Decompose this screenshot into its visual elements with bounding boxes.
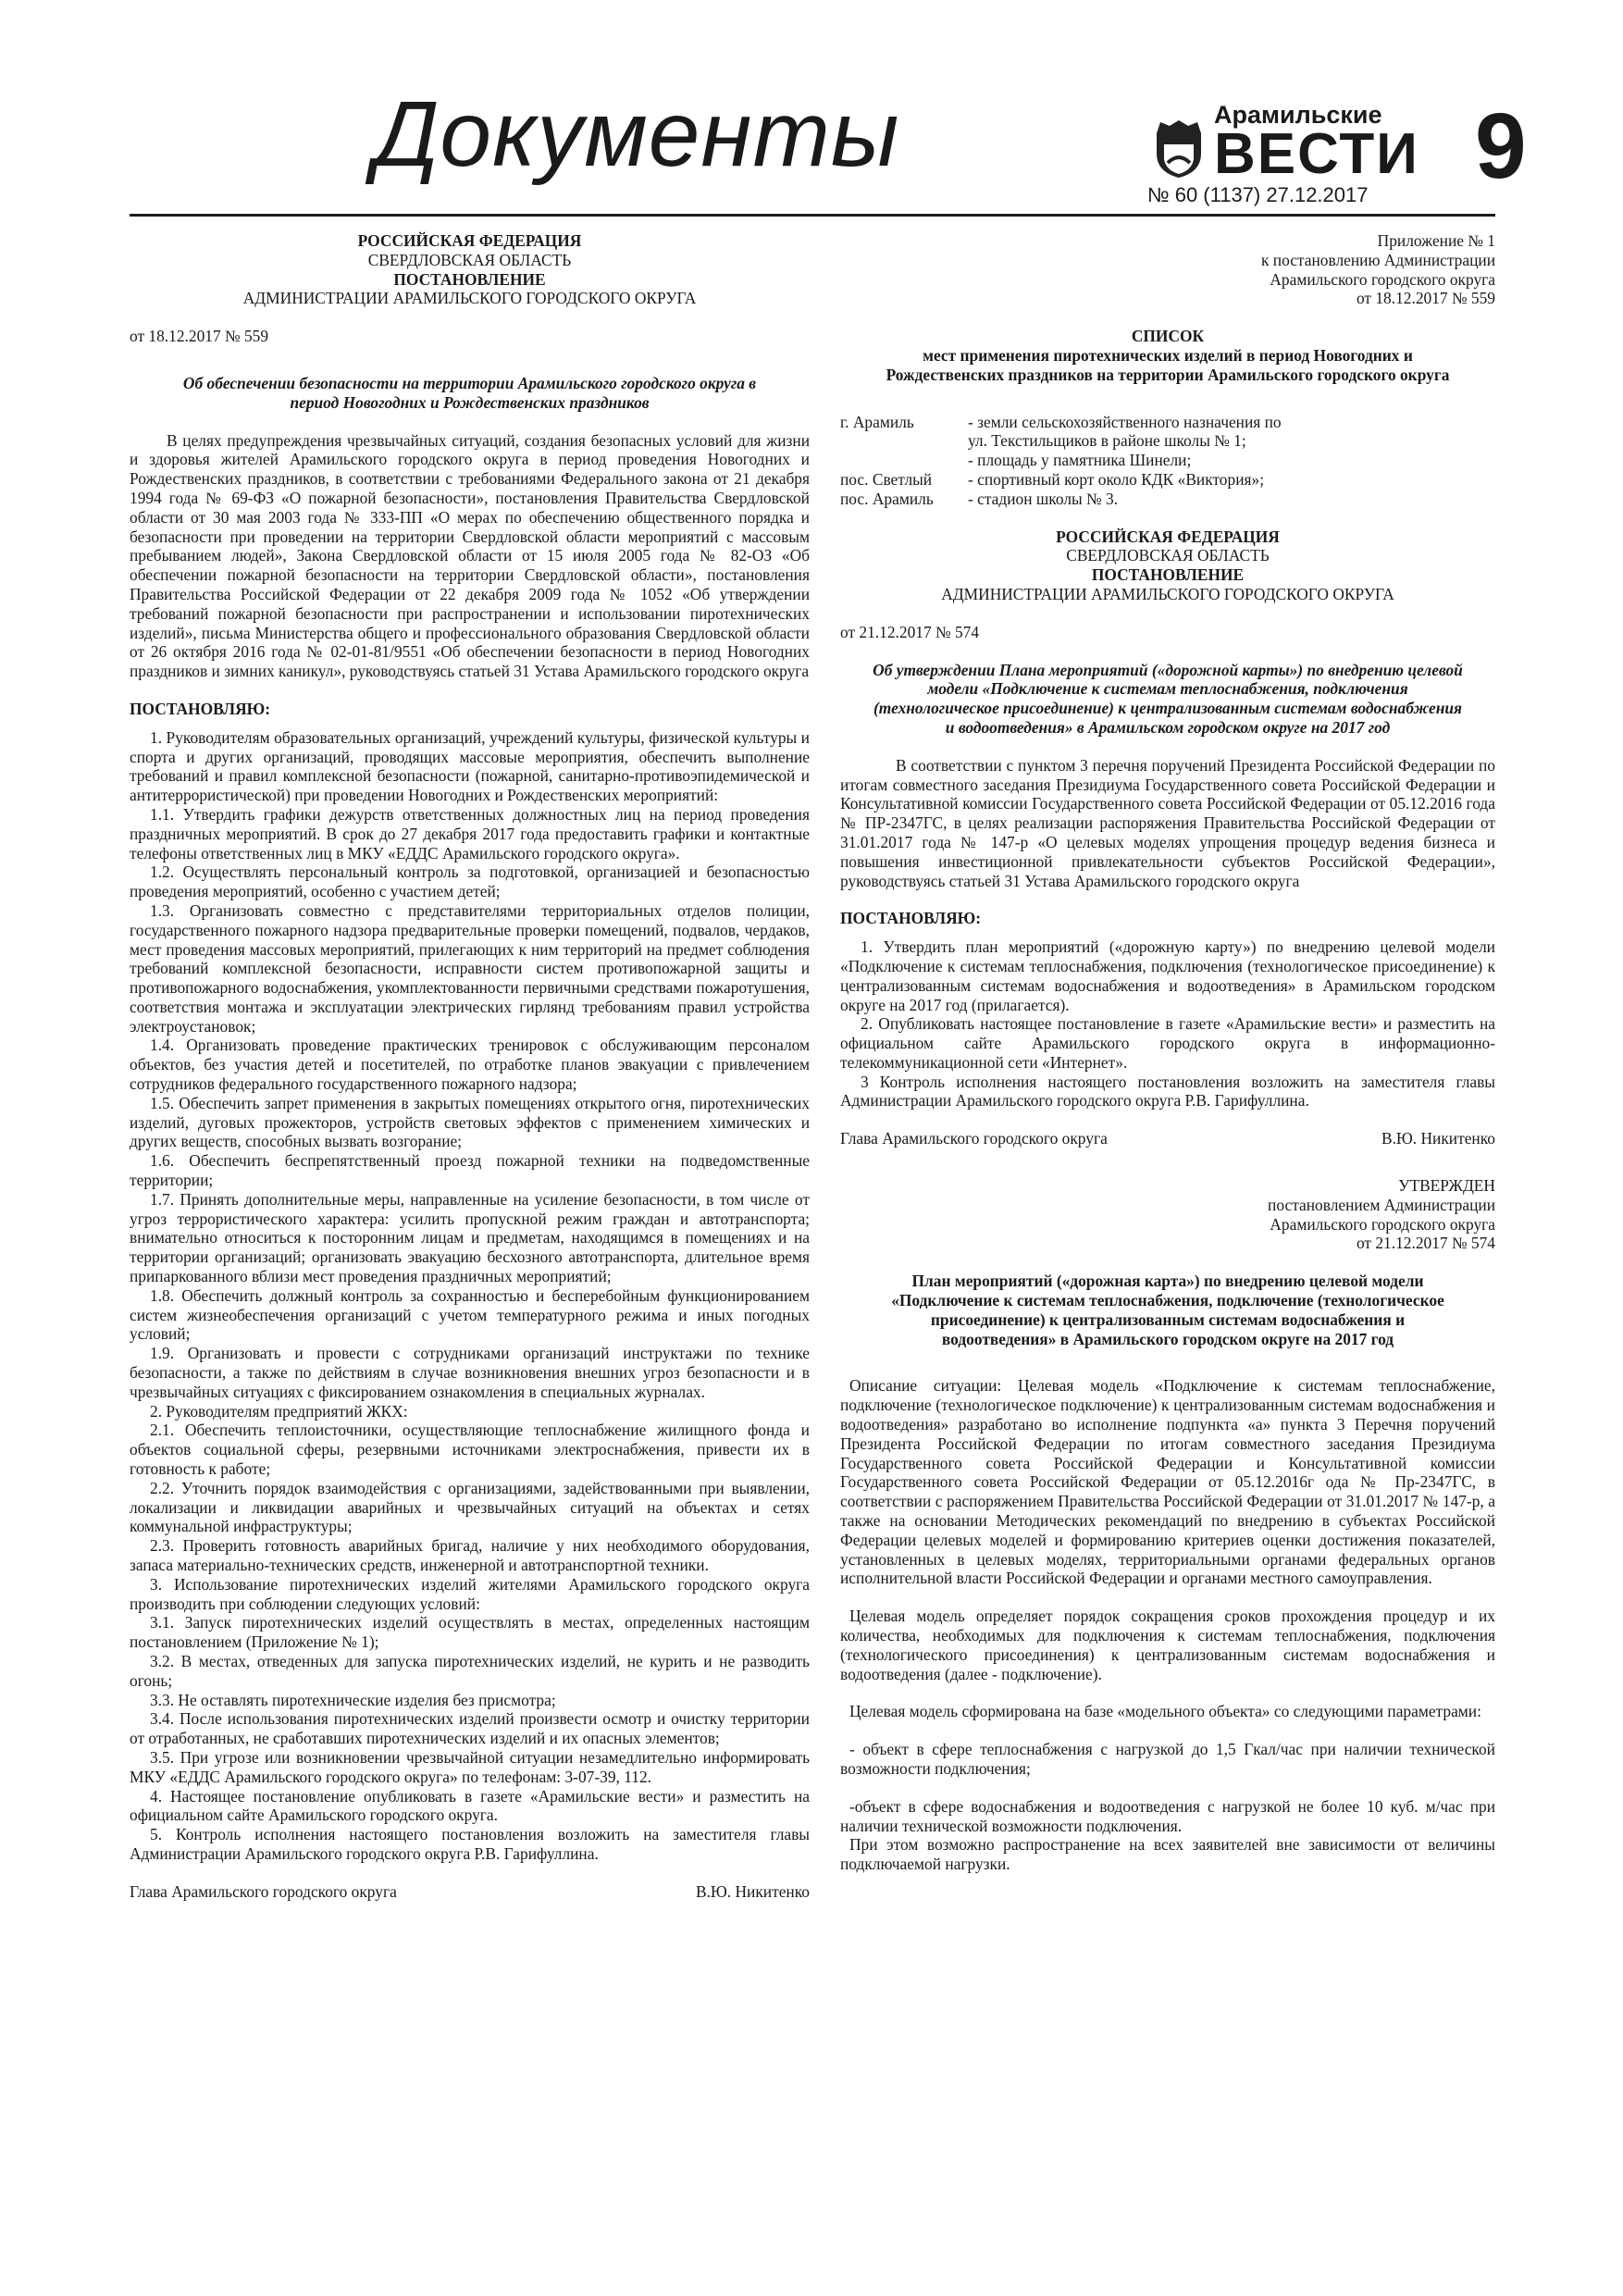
right-header-region: СВЕРДЛОВСКАЯ ОБЛАСТЬ bbox=[1066, 546, 1270, 565]
appendix-line: к постановлению Администрации bbox=[1260, 250, 1495, 269]
left-item: 1.2. Осуществлять персональный контроль за подготовкой, организацией и безопасностью проведения мероприятий, особенно с участием детей; bbox=[130, 863, 810, 901]
left-item: 2.1. Обеспечить теплоисточники, осуществляющие теплоснабжение жилищного фонда и объектов социальной сферы, резервными источниками электроснабжения, привести их в готовность к работе; bbox=[130, 1421, 810, 1479]
left-item: 5. Контроль исполнения настоящего постановления возложить на заместителя главы Администрации Арамильского городского округа Р.В. Гарифуллина. bbox=[130, 1825, 810, 1863]
place-locality: г. Арамиль bbox=[840, 412, 914, 431]
place-description: - спортивный корт около КДК «Виктория»; bbox=[968, 469, 1265, 489]
left-item: 1.5. Обеспечить запрет применения в закрытых помещениях открытого огня, пиротехнических изделий, дуговых прожекторов, устройств световых эффектов с применением химических и других веществ, способных вызвать возгорание; bbox=[130, 1093, 810, 1151]
left-item: 3. Использование пиротехнических изделий жителями Арамильского городского округа производить при соблюдении следующих условий: bbox=[130, 1574, 810, 1613]
left-items-list bbox=[130, 728, 810, 1864]
right-doc-title: Об утверждении Плана мероприятий («дорожной карты») по внедрению целевой модели «Подключение к системам теплоснабжения, подключения (технологическое присоединение) к централизованным системам водоснабжения и водоотведения» в Арамильском городском округе на 2017 год bbox=[873, 660, 1463, 737]
left-item: 3.5. При угрозе или возникновении чрезвычайной ситуации незамедлительно информировать МКУ «ЕДДС Арамильского городского округа» по телефонам: 3-07-39, 112. bbox=[130, 1747, 810, 1786]
left-header-country: РОССИЙСКАЯ ФЕДЕРАЦИЯ bbox=[357, 231, 582, 250]
right-item: 1. Утвердить план мероприятий («дорожную карту») по внедрению целевой модели «Подключение к системам теплоснабжения, подключения (технологическое присоединение) к централизованным системам водоснабжения и водоотведения» в Арамильском городском округе на 2017 год (прилагается). bbox=[840, 937, 1495, 1014]
list-subtitle: мест применения пиротехнических изделий в период Новогодних и Рождественских праздников на территории Арамильского городского округа bbox=[886, 345, 1450, 384]
place-row bbox=[840, 490, 1495, 509]
left-item: 3.2. В местах, отведенных для запуска пиротехнических изделий, не курить и не разводить огонь; bbox=[130, 1651, 810, 1690]
list-title: СПИСОК bbox=[1131, 327, 1205, 346]
appendix-line: Приложение № 1 bbox=[1377, 231, 1495, 250]
left-doc-title: Об обеспечении безопасности на территории Арамильского городского округа в период Новогодних и Рождественских праздников bbox=[182, 373, 757, 412]
place-row bbox=[840, 451, 1495, 470]
spacer bbox=[840, 1588, 1495, 1607]
left-decree: ПОСТАНОВЛЯЮ: bbox=[130, 699, 270, 718]
right-decree: ПОСТАНОВЛЯЮ: bbox=[840, 909, 981, 928]
section-title: Документы bbox=[374, 82, 900, 186]
header-rule bbox=[130, 214, 1495, 217]
left-item: 2. Руководителям предприятий ЖКХ: bbox=[150, 1401, 408, 1421]
right-item: 3 Контроль исполнения настоящего постановления возложить на заместителя главы Администрации Арамильского городского округа Р.В. Гарифуллина. bbox=[840, 1072, 1495, 1111]
left-column bbox=[130, 231, 810, 1902]
plan-paragraph: - объект в сфере теплоснабжения с нагрузкой до 1,5 Гкал/час при наличии технической возможности подключения; bbox=[840, 1740, 1495, 1778]
appendix-header bbox=[840, 231, 1495, 308]
approval-line: от 21.12.2017 № 574 bbox=[1356, 1234, 1495, 1253]
left-item: 2.2. Уточнить порядок взаимодействия с организациями, задействованными при выявлении, локализации и ликвидации аварийных и чрезвычайных ситуаций на объектах и сетях коммунальной инфраструктуры; bbox=[130, 1478, 810, 1536]
brand-logo: ВЕСТИ bbox=[1214, 122, 1419, 186]
place-locality: пос. Арамиль bbox=[840, 489, 934, 508]
left-sign-name: В.Ю. Никитенко bbox=[695, 1881, 810, 1901]
issue-number: № 60 (1137) 27.12.2017 bbox=[1147, 183, 1369, 206]
plan-paragraph: -объект в сфере водоснабжения и водоотведения с нагрузкой не более 10 куб. м/час при наличии технической возможности подключения. bbox=[840, 1796, 1495, 1835]
coat-of-arms-icon bbox=[1146, 117, 1212, 180]
places-list bbox=[840, 413, 1495, 509]
place-locality bbox=[840, 431, 968, 451]
appendix-line: от 18.12.2017 № 559 bbox=[1356, 289, 1495, 308]
left-header-doc-type: ПОСТАНОВЛЕНИЕ bbox=[393, 269, 546, 289]
right-sign-name: В.Ю. Никитенко bbox=[1381, 1129, 1495, 1148]
approval-line: Арамильского городского округа bbox=[1270, 1214, 1495, 1234]
appendix-line: Арамильского городского округа bbox=[1270, 269, 1495, 289]
left-item: 1. Руководителям образовательных организаций, учреждений культуры, физической культуры и спорта и других организаций, проводящих массовые мероприятия, обеспечить выполнение требований и правил комплексной безопасности (пожарной, санитарно-противоэпидемической и антитеррористической) при проведении Новогодних и Рождественских мероприятий: bbox=[130, 727, 810, 805]
place-row bbox=[840, 431, 1495, 451]
right-sign-role: Глава Арамильского городского округа bbox=[840, 1129, 1108, 1148]
left-item: 2.3. Проверить готовность аварийных бригад, наличие у них необходимого оборудования, запаса материально-технических средств, инженерной и автотранспортной техники. bbox=[130, 1536, 810, 1574]
right-item: 2. Опубликовать настоящее постановление в газете «Арамильские вести» и разместить на официальном сайте Арамильского городского округа в информационно-телекоммуникационной сети «Интернет». bbox=[840, 1014, 1495, 1072]
left-item: 1.6. Обеспечить беспрепятственный проезд пожарной техники на подведомственные территории; bbox=[130, 1151, 810, 1190]
right-header-doc-type: ПОСТАНОВЛЕНИЕ bbox=[1091, 565, 1245, 585]
right-items-list bbox=[840, 937, 1495, 1111]
left-item: 1.8. Обеспечить должный контроль за сохранностью и бесперебойным функционированием систем жизнеобеспечения организаций с учетом температурного режима и иных погодных условий; bbox=[130, 1285, 810, 1344]
place-description: ул. Текстильщиков в районе школы № 1; bbox=[968, 431, 1246, 451]
place-row bbox=[840, 470, 1495, 490]
plan-paragraph: Целевая модель сформирована на базе «модельного объекта» со следующими параметрами: bbox=[849, 1702, 1481, 1721]
page-number: 9 bbox=[1475, 94, 1527, 198]
left-header-region: СВЕРДЛОВСКАЯ ОБЛАСТЬ bbox=[367, 250, 572, 269]
left-item: 1.1. Утвердить графики дежурств ответственных должностных лиц на период проведения праздничных мероприятий. В срок до 27 декабря 2017 года предоставить графики и контактные телефоны ответственных лиц в МКУ «ЕДДС Арамильского городского округа». bbox=[130, 804, 810, 863]
right-header-country: РОССИЙСКАЯ ФЕДЕРАЦИЯ bbox=[1056, 527, 1280, 546]
left-date: от 18.12.2017 № 559 bbox=[130, 327, 269, 346]
spacer bbox=[840, 1683, 1495, 1702]
right-date: от 21.12.2017 № 574 bbox=[840, 622, 980, 641]
approval-line: УТВЕРЖДЕН bbox=[1398, 1176, 1495, 1196]
spacer bbox=[840, 1779, 1495, 1797]
left-item: 3.1. Запуск пиротехнических изделий осуществлять в местах, определенных настоящим постановлением (Приложение № 1); bbox=[130, 1613, 810, 1652]
right-header-authority: АДМИНИСТРАЦИИ АРАМИЛЬСКОГО ГОРОДСКОГО ОКРУГА bbox=[941, 584, 1394, 603]
right-column bbox=[840, 231, 1495, 1874]
right-signature bbox=[840, 1129, 1495, 1148]
right-preamble: В соответствии с пунктом 3 перечня поручений Президента Российской Федерации по итогам совместного заседания Президиума Государственного совета Российской Федерации и Консультативной комиссии Государственного совета Российской Федерации от 05.12.2016 года № ПР-2347ГС, в целях реализации распоряжения Правительства Российской Федерации от 31.01.2017 года № 147-р «О целевых моделях упрощения процедур ведения бизнеса и повышения инвестиционной привлекательности субъектов Российской Федерации», руководствуясь статьей 31 Устава Арамильского городского округа bbox=[840, 755, 1495, 890]
place-description: - земли сельскохозяйственного назначения по bbox=[968, 412, 1282, 431]
left-item: 4. Настоящее постановление опубликовать в газете «Арамильские вести» и разместить на официальном сайте Арамильского городского округа. bbox=[130, 1786, 810, 1825]
plan-paragraph: Целевая модель определяет порядок сокращения сроков прохождения процедур и их количества, необходимых для подключения к системам теплоснабжения, подключения (технологического присоединения) к централизованным системам водоснабжения и водоотведения (далее - подключение). bbox=[840, 1607, 1495, 1683]
place-description: - площадь у памятника Шинели; bbox=[968, 451, 1192, 470]
plan-paragraph: При этом возможно распространение на всех заявителей вне зависимости от величины подключаемой нагрузки. bbox=[840, 1835, 1495, 1874]
plan-paragraph: Описание ситуации: Целевая модель «Подключение к системам теплоснабжение, подключение (технологическое подключение) к централизованным системам водоснабжения и водоотведения» разработано во исполнение подпункта «а» пункта 3 Перечня поручений Президента Российской Федерации по итогам совместного заседания Президиума Государственного совета Российской Федерации и Консультативной комиссии Государственного совета Российской Федерации от 05.12.2016г ода № Пр-2347ГС, в соответствии с распоряжением Правительства Российской Федерации от 31.01.2017 № 147-р, а также на основании Методических рекомендаций по внедрению в субъектах Российской Федерации целевых моделей и формированию критериев оценки достижения показателей, установленных в целевых моделях, территориальными органами федеральных органов исполнительной власти Российской Федерации и органами местного самоуправления. bbox=[840, 1376, 1495, 1588]
plan-title: План мероприятий («дорожная карта») по внедрению целевой модели «Подключение к системам теплоснабжения, подключение (технологическое присоединение) к централизованным системам водоснабжения и водоотведения» в Арамильского городском округе на 2017 год bbox=[891, 1272, 1444, 1348]
left-item: 1.7. Принять дополнительные меры, направленные на усиление безопасности, в том числе от угроз террористического характера: усилить пропускной режим граждан и автотранспорта; внимательно относиться к посторонним лицам и предметам, находящимся в помещениях и на территории организаций; организовать эвакуацию бесхозного автотранспорта, длительное время припаркованного вблизи мест проведения праздничных мероприятий; bbox=[130, 1189, 810, 1286]
place-row bbox=[840, 413, 1495, 432]
left-signature bbox=[130, 1882, 810, 1902]
spacer bbox=[840, 1721, 1495, 1740]
left-sign-role: Глава Арамильского городского округа bbox=[130, 1881, 397, 1901]
left-preamble: В целях предупреждения чрезвычайных ситуаций, создания безопасных условий для жизни и здоровья жителей Арамильского городского округа в период проведения Новогодних и Рождественских праздников, в соответствии с требованиями Федерального закона от 21 декабря 1994 года № 69-ФЗ «О пожарной безопасности», постановления Правительства Свердловской области от 30 мая 2003 года № 333-ПП «О мерах по обеспечению общественного порядка и безопасности при проведении на территории Свердловской области мероприятий с массовым пребыванием людей», Закона Свердловской области от 15 июля 2005 года № 82-ОЗ «Об обеспечении пожарной безопасности на территории Свердловской области», постановления Правительства Российской Федерации от 22 декабря 2009 года № 1052 «Об утверждении требований пожарной безопасности при распространении и использовании пиротехнических изделий», письма Министерства общего и профессионального образования Свердловской области от 26 октября 2016 года № 02-01-81/9551 «Об обеспечении безопасности в период Новогодних праздников и зимних каникул», руководствуясь статьей 31 Устава Арамильского городского округа bbox=[130, 430, 810, 681]
approval-header bbox=[840, 1176, 1495, 1253]
left-item: 3.4. После использования пиротехнических изделий произвести осмотр и очистку территории от отработанных, не сработавших пиротехнических изделий и их опасных элементов; bbox=[130, 1709, 810, 1748]
left-item: 1.4. Организовать проведение практических тренировок с обслуживающим персоналом объектов, без участия детей и посетителей, по отработке планов эвакуации с привлечением сотрудников федерального государственного пожарного надзора; bbox=[130, 1036, 810, 1094]
place-locality: пос. Светлый bbox=[840, 469, 933, 489]
left-item: 1.9. Организовать и провести с сотрудниками организаций инструктажи по технике безопасности, а также по действиям в случае возникновения внешних угроз безопасности и в чрезвычайных ситуациях с фиксированием ознакомления в специальных журналах. bbox=[130, 1344, 810, 1401]
plan-paragraphs bbox=[840, 1376, 1495, 1874]
approval-line: постановлением Администрации bbox=[1268, 1195, 1495, 1214]
brand-small: Арамильские bbox=[1214, 101, 1382, 129]
place-locality bbox=[840, 451, 968, 470]
left-item: 1.3. Организовать совместно с представителями территориальных отделов полиции, государственного пожарного надзора предварительные проверки помещений, подвалов, чердаков, мест проведения массовых мероприятий, прилегающих к ним территорий на предмет соблюдения требований комплексной безопасности, исправности систем противопожарной защиты и противопожарного водоснабжения, укомплектованности первичными средствами пожаротушения, соответствия монтажа и эксплуатации электрических гирлянд требованиям правил устройства электроустановок; bbox=[130, 900, 810, 1036]
left-item: 3.3. Не оставлять пиротехнические изделия без присмотра; bbox=[150, 1690, 556, 1709]
place-description: - стадион школы № 3. bbox=[968, 489, 1119, 508]
left-header-authority: АДМИНИСТРАЦИИ АРАМИЛЬСКОГО ГОРОДСКОГО ОКРУГА bbox=[242, 289, 697, 308]
